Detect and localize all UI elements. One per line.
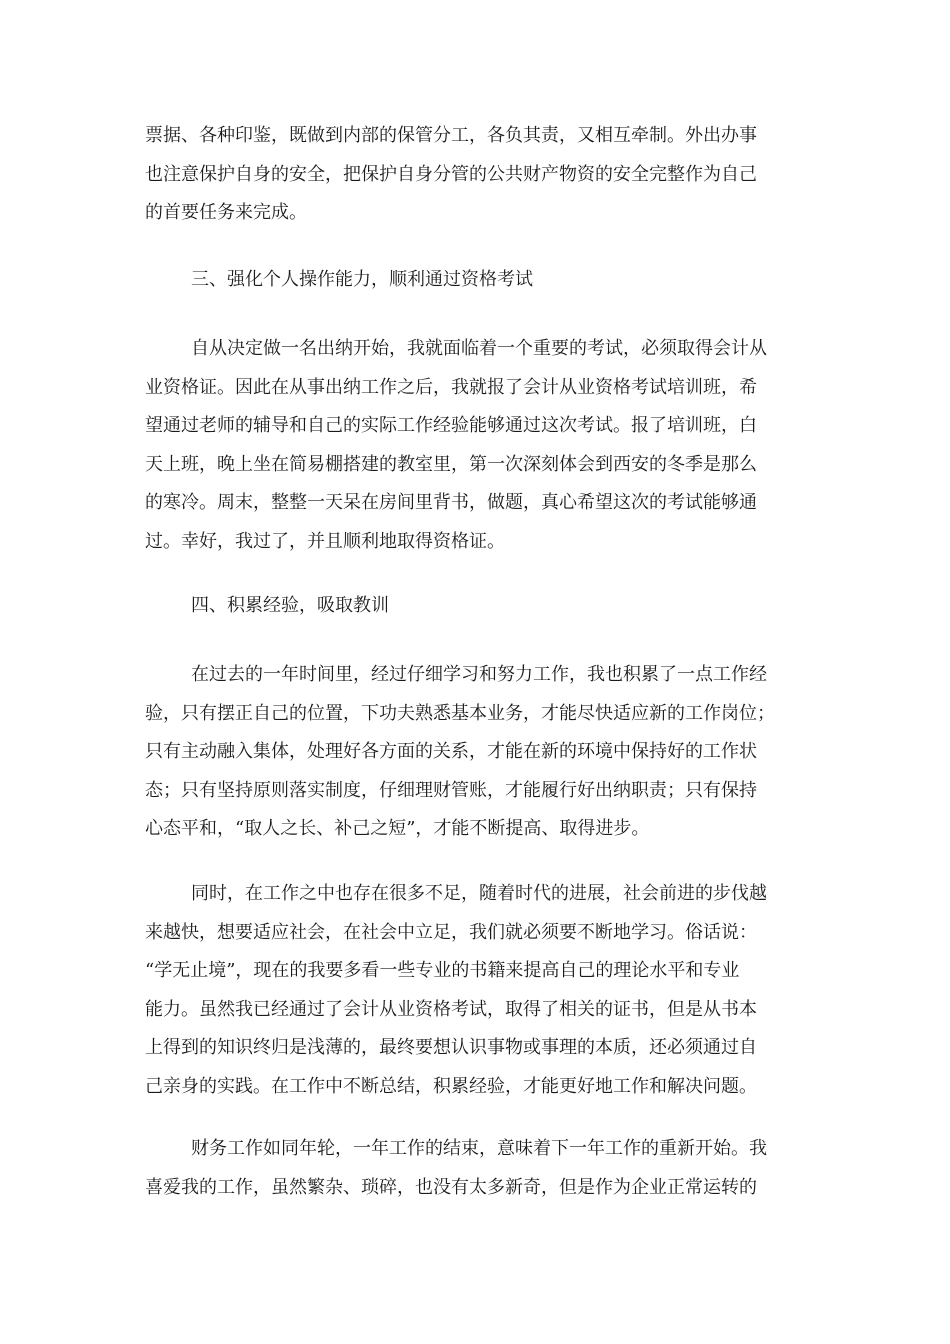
text-line: 己亲身的实践。在工作中不断总结，积累经验，才能更好地工作和解决问题。 xyxy=(145,1075,757,1097)
text-line: 的首要任务来完成。 xyxy=(145,202,307,223)
text-line: 票据、各种印鉴，既做到内部的保管分工，各负其责，又相互牵制。外出办事 xyxy=(145,125,757,146)
paragraph-safekeeping xyxy=(145,117,810,233)
text-line: 来越快，想要适应社会，在社会中立足，我们就必须要不断地学习。俗话说： xyxy=(145,921,757,943)
text-line: “学无止境”，现在的我要多看一些专业的书籍来提高自己的理论水平和专业 xyxy=(145,960,740,981)
section-heading-4 xyxy=(145,587,810,626)
text-line: 验，只有摆正自己的位置，下功夫熟悉基本业务，才能尽快适应新的工作岗位； xyxy=(145,702,775,724)
section-heading-3 xyxy=(145,261,810,300)
text-line: 能力。虽然我已经通过了会计从业资格考试，取得了相关的证书，但是从书本 xyxy=(145,998,757,1020)
text-line: 态；只有坚持原则落实制度，仔细理财管账，才能履行好出纳职责；只有保持 xyxy=(145,779,757,801)
text-line: 自从决定做一名出纳开始，我就面临着一个重要的考试，必须取得会计从 xyxy=(191,338,767,359)
text-line: 望通过老师的辅导和自己的实际工作经验能够通过这次考试。报了培训班，白 xyxy=(145,415,757,436)
paragraph-shortcomings xyxy=(145,875,810,1106)
text-line: 过。幸好，我过了，并且顺利地取得资格证。 xyxy=(145,530,505,552)
paragraph-conclusion xyxy=(145,1130,810,1207)
text-line: 在过去的一年时间里，经过仔细学习和努力工作，我也积累了一点工作经 xyxy=(191,664,767,685)
paragraph-exam xyxy=(145,330,810,561)
text-line: 天上班，晚上坐在简易棚搭建的教室里，第一次深刻体会到西安的冬季是那么 xyxy=(145,453,757,475)
text-line: 上得到的知识终归是浅薄的，最终要想认识事物或事理的本质，还必须通过自 xyxy=(145,1037,757,1058)
text-line: 财务工作如同年轮，一年工作的结束，意味着下一年工作的重新开始。我 xyxy=(191,1138,767,1159)
paragraph-experience xyxy=(145,656,810,849)
text-line: 同时，在工作之中也存在很多不足，随着时代的进展，社会前进的步伐越 xyxy=(191,883,767,904)
text-line: 也注意保护自身的安全，把保护自身分管的公共财产物资的安全完整作为自己 xyxy=(145,163,757,185)
text-line: 的寒冷。周末，整整一天呆在房间里背书，做题，真心希望这次的考试能够通 xyxy=(145,492,757,513)
heading-text: 三、强化个人操作能力，顺利通过资格考试 xyxy=(191,269,533,290)
text-line: 业资格证。因此在从事出纳工作之后，我就报了会计从业资格考试培训班，希 xyxy=(145,376,757,398)
text-line: 只有主动融入集体，处理好各方面的关系，才能在新的环境中保持好的工作状 xyxy=(145,741,757,762)
heading-text: 四、积累经验，吸取教训 xyxy=(191,595,389,616)
text-line: 心态平和，“取人之长、补己之短”，才能不断提高、取得进步。 xyxy=(145,818,650,839)
text-line: 喜爱我的工作，虽然繁杂、琐碎，也没有太多新奇，但是作为企业正常运转的 xyxy=(145,1176,757,1198)
